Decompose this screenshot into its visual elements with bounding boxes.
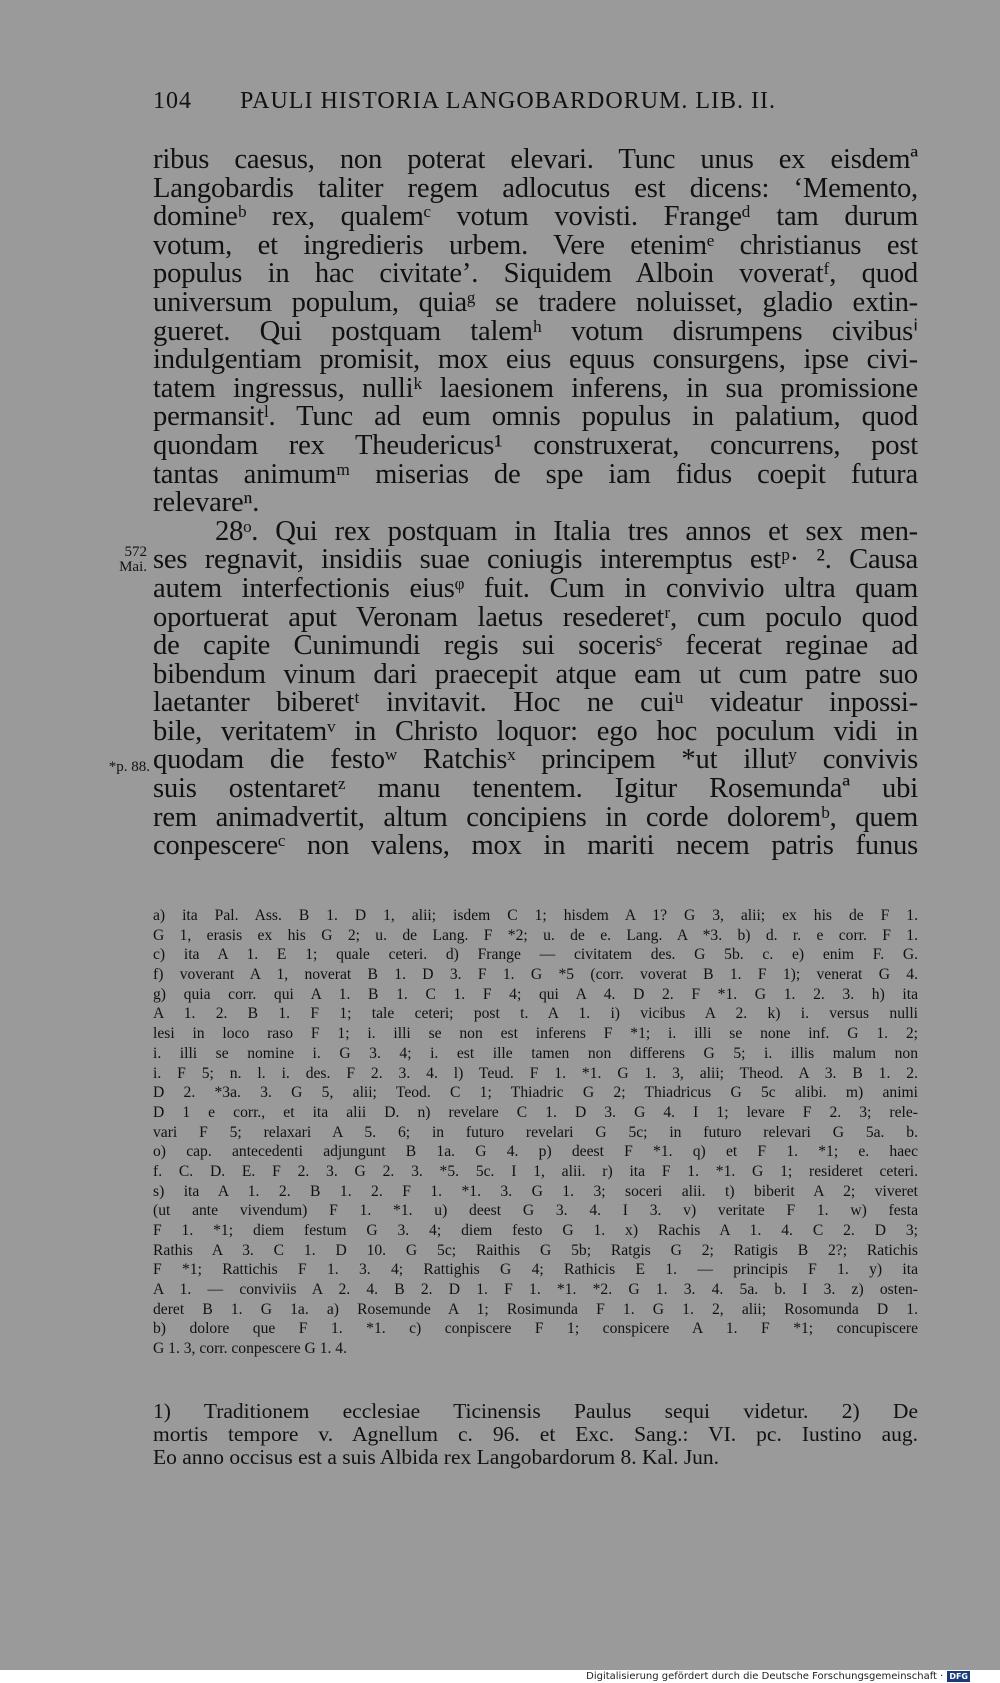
footnotes: [153, 1400, 918, 1469]
apparatus-line: a) ita Pal. Ass. B 1. D 1, alii; isdem C 1; hisdem A 1? G 3, alii; ex his de F 1.: [153, 907, 918, 924]
apparatus-line: (ut ante vivendum) F 1. *1. u) deest G 3. 4. I 3. v) veritate F 1. w) festa: [153, 1202, 918, 1220]
apparatus-line: c) ita A 1. E 1; quale ceteri. d) Frange — civitatem des. G 5b. c. e) enim F. G.: [153, 946, 918, 964]
apparatus-line: o) cap. antecedenti adjungunt B 1a. G 4. p) deest F *1. q) et F 1. *1; e. haec: [153, 1143, 918, 1161]
dfg-logo-icon: DFG: [949, 1671, 968, 1681]
main-text-line: Langobardis taliter regem adlocutus est dicens: ‘Memento,: [153, 172, 918, 204]
main-text-line: bibendum vinum dari praecepit atque eam ut cum patre suo: [153, 658, 918, 690]
main-text-line: ribus caesus, non poterat elevari. Tunc unus ex eisdemª: [153, 144, 918, 175]
apparatus-line: f) voverant A 1, noverat B 1. D 3. F 1. G *5 (corr. voverat B 1. F 1); venerat G 4.: [153, 966, 918, 984]
main-text-line: ses regnavit, insidiis suae coniugis interemptus estᵖ· ². Causa: [153, 544, 918, 576]
main-text-line: rem animadvertit, altum concipiens in corde doloremᵇ, quem: [153, 801, 918, 833]
main-text-line: laetanter biberetᵗ invitavit. Hoc ne cuiᵘ videatur inpossi-: [153, 687, 918, 719]
main-text-line: bile, veritatemᵛ in Christo loquor: ego hoc poculum vidi in: [153, 715, 918, 747]
digitization-credit: [586, 1670, 970, 1683]
main-text-line: autem interfectionis eiusᵠ fuit. Cum in convivio ultra quam: [153, 572, 918, 604]
apparatus-line: vari F 5; relaxari A 5. 6; in futuro revelari G 5c; in futuro relevari G 5a. b.: [153, 1123, 918, 1141]
apparatus-line: Rathis A 3. C 1. D 10. G 5c; Raithis G 5b; Ratgis G 2; Ratigis B 2?; Ratichis: [153, 1241, 918, 1259]
apparatus-line: A 1. 2. B 1. F 1; tale ceteri; post t. A 1. i) vicibus A 2. k) i. versus nulli: [153, 1005, 918, 1023]
apparatus-line: F *1; Rattichis F 1. 3. 4; Rattighis G 4; Rathicis E 1. — principis F 1. y) ita: [153, 1261, 918, 1279]
credit-text: Digitalisierung gefördert durch die Deutsche Forschungsgemeinschaft ·: [586, 1671, 944, 1682]
main-text-line: de capite Cunimundi regis sui socerisˢ fecerat reginae ad: [153, 630, 918, 662]
main-text-line: indulgentiam promisit, mox eius equus consurgens, ipse civi-: [153, 344, 918, 376]
footnote-line: mortis tempore v. Agnellum c. 96. et Exc. Sang.: VI. pc. Iustino aug.: [153, 1422, 918, 1446]
main-text-line: quodam die festoʷ Ratchisˣ principem *ut illutʸ convivis: [153, 744, 918, 776]
main-text-line: universum populum, quiaᵍ se tradere noluisset, gladio extin-: [153, 286, 918, 318]
margin-year: 572: [124, 544, 147, 560]
apparatus-line: G 1, erasis ex his G 2; u. de Lang. F *2; u. de e. Lang. A *3. b) d. r. e corr. F 1.: [153, 926, 918, 944]
margin-page-ref: *p. 88.: [108, 759, 150, 775]
main-text-line: permansitˡ. Tunc ad eum omnis populus in palatium, quod: [153, 401, 918, 433]
apparatus-line: A 1. — conviviis A 2. 4. B 2. D 1. F 1. *1. *2. G 1. 3. 4. 5a. b. I 3. z) osten-: [153, 1281, 918, 1299]
main-text-line: oportuerat aput Veronam laetus resederetʳ, cum poculo quod: [153, 601, 918, 633]
apparatus-line: G 1. 3, corr. conpescere G 1. 4.: [153, 1340, 347, 1358]
apparatus-line: s) ita A 1. 2. B 1. 2. F 1. *1. 3. G 1. 3; soceri alii. t) biberit A 2; viveret: [153, 1182, 918, 1200]
running-header: [153, 88, 833, 115]
margin-date: [105, 545, 147, 575]
main-text-line: tatem ingressus, nulliᵏ laesionem inferens, in sua promissione: [153, 372, 918, 404]
main-text-line: votum, et ingredieris urbem. Vere etenimᵉ christianus est: [153, 229, 918, 261]
main-text-line: conpescereᶜ non valens, mox in mariti necem patris funus: [153, 830, 918, 862]
running-title: PAULI HISTORIA LANGOBARDORUM. LIB. II.: [240, 88, 777, 114]
apparatus-line: lesi in loco raso F 1; i. illi se non est inferens F *1; i. illi se none inf. G 1. 2;: [153, 1025, 918, 1043]
main-text-line: domineᵇ rex, qualemᶜ votum vovisti. Frangeᵈ tam durum: [153, 201, 918, 233]
footnote-line: 1) Traditionem ecclesiae Ticinensis Paulus sequi videtur. 2) De: [153, 1399, 918, 1423]
apparatus-line: deret B 1. G 1a. a) Rosemunde A 1; Rosimunda F 1. G 1. 2, alii; Rosomunda D 1.: [153, 1300, 918, 1318]
margin-month: Mai.: [119, 559, 147, 575]
apparatus-line: i. illi se nomine i. G 3. 4; i. est ille tamen non differens G 5; i. illis malum non: [153, 1044, 918, 1062]
main-text-line: populus in hac civitate’. Siquidem Alboin voveratᶠ, quod: [153, 258, 918, 290]
chapter-start-line: 28ᵒ. Qui rex postquam in Italia tres annos et sex men-: [215, 515, 918, 547]
main-text-line: tantas animumᵐ miserias de spe iam fidus coepit futura: [153, 458, 918, 490]
main-text-block: [153, 146, 918, 861]
main-text-line: suis ostentaretᶻ manu tenentem. Igitur Rosemundaª ubi: [153, 773, 918, 805]
apparatus-line: D 1 e corr., et ita alii D. n) revelare C 1. D 3. G 4. I 1; levare F 2. 3; rele-: [153, 1103, 918, 1121]
page-number: 104: [153, 88, 192, 114]
critical-apparatus: [153, 906, 918, 1359]
apparatus-line: b) dolore que F 1. *1. c) conpiscere F 1; conspicere A 1. F *1; concupiscere: [153, 1320, 918, 1338]
apparatus-line: D 2. *3a. 3. G 5, alii; Teod. C 1; Thiadric G 2; Thiadricus G 5c alibi. m) animi: [153, 1084, 918, 1102]
footnote-line: Eo anno occisus est a suis Albida rex Langobardorum 8. Kal. Jun.: [153, 1445, 720, 1469]
apparatus-line: f. C. D. E. F 2. 3. G 2. 3. *5. 5c. I 1, alii. r) ita F 1. *1. G 1; resideret ceteri.: [153, 1162, 918, 1180]
main-text-line: relevareⁿ.: [153, 487, 260, 519]
main-text-line: gueret. Qui postquam talemʰ votum disrumpens civibusⁱ: [153, 315, 918, 347]
main-text-line: quondam rex Theudericus¹ construxerat, concurrens, post: [153, 429, 918, 461]
apparatus-line: F 1. *1; diem festum G 3. 4; diem festo G 1. x) Rachis A 1. 4. C 2. D 3;: [153, 1222, 918, 1239]
apparatus-line: g) quia corr. qui A 1. B 1. C 1. F 4; qui A 4. D 2. F *1. G 1. 2. 3. h) ita: [153, 985, 918, 1003]
apparatus-line: i. F 5; n. l. i. des. F 2. 3. 4. l) Teud. F 1. *1. G 1. 3, alii; Theod. A 3. B 1. 2.: [153, 1064, 918, 1082]
